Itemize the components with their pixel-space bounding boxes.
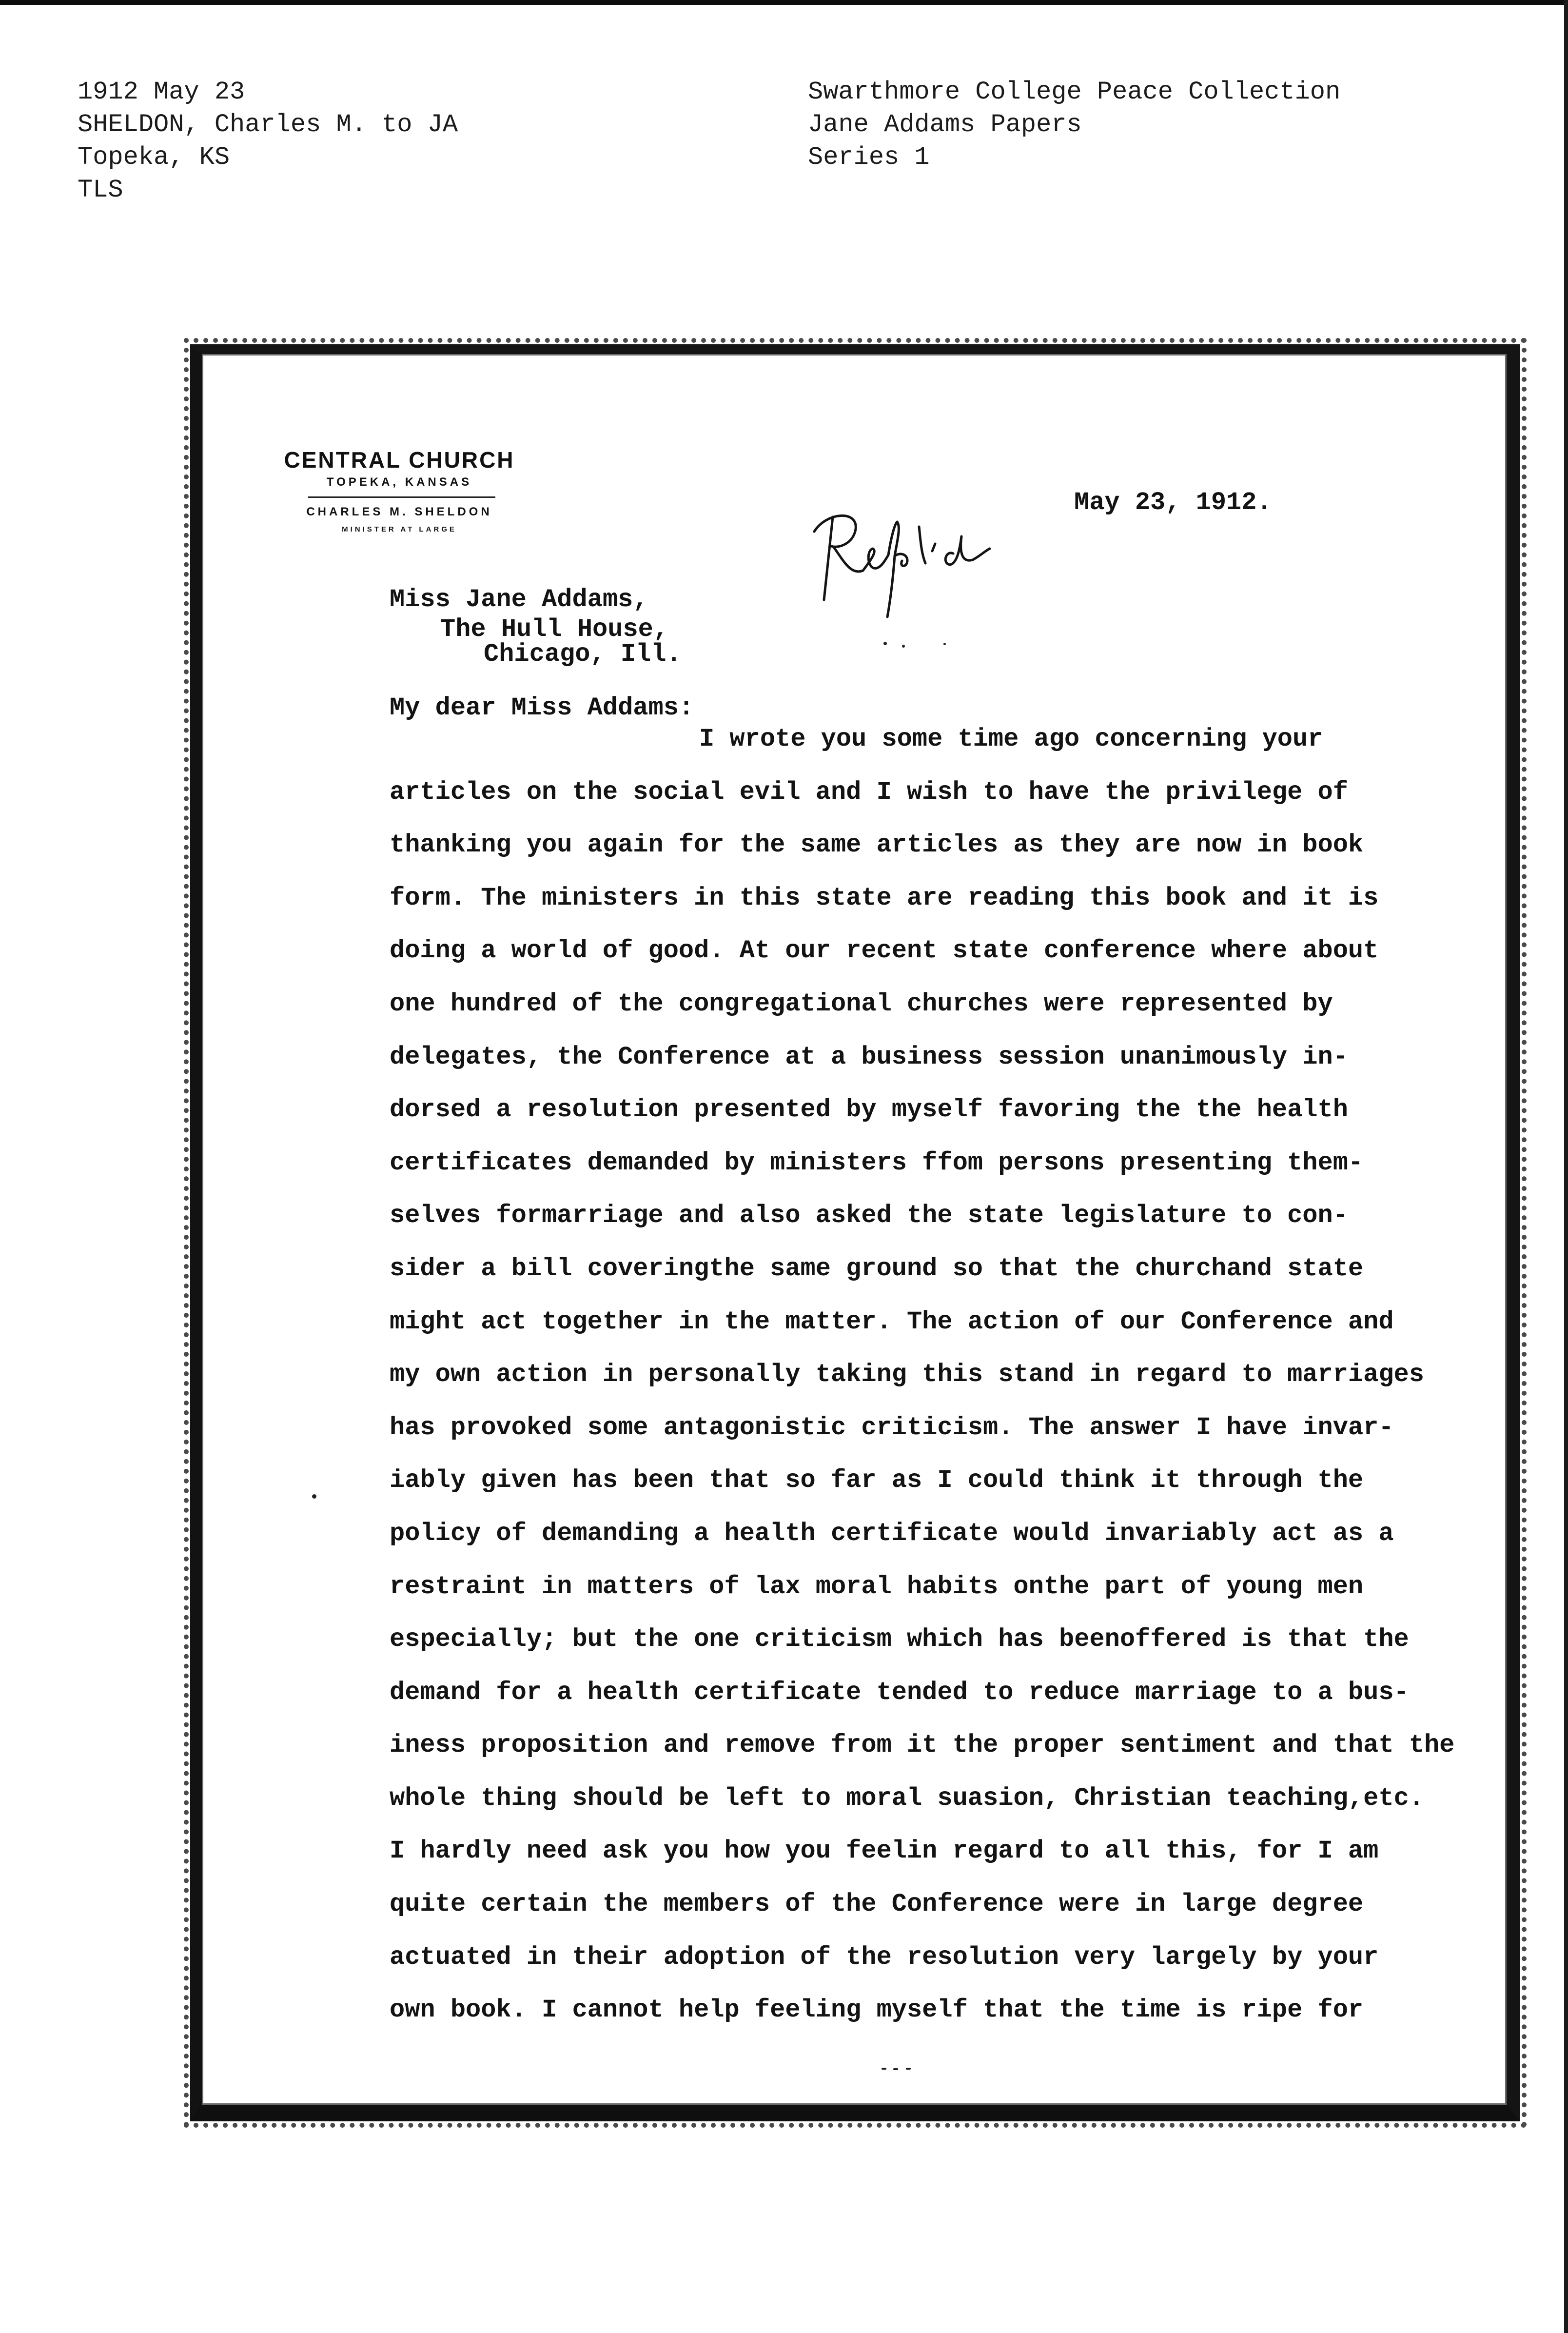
letterhead-city: TOPEKA, KANSAS — [326, 475, 472, 489]
recipient-institution: The Hull House, — [440, 615, 669, 644]
body-line: I hardly need ask you how you feelin regard to all this, for I am — [390, 1837, 1379, 1866]
body-line: own book. I cannot help feeling myself that the time is ripe for — [390, 1996, 1364, 2025]
scan-speck — [943, 643, 946, 645]
body-line: form. The ministers in this state are reading this book and it is — [390, 883, 1379, 912]
body-line: selves formarriage and also asked the state legislature to con- — [390, 1201, 1348, 1230]
body-line: dorsed a resolution presented by myself favoring the the health — [390, 1095, 1348, 1125]
body-line: actuated in their adoption of the resolution very largely by your — [390, 1942, 1379, 1972]
archive-citation — [78, 76, 458, 206]
archive-collection — [808, 76, 1340, 174]
letterhead-title: MINISTER AT LARGE — [342, 525, 457, 534]
citation-date: 1912 May 23 — [78, 78, 245, 106]
scan-top-edge — [0, 0, 1568, 5]
collection-name: Swarthmore College Peace Collection — [808, 78, 1341, 106]
handwritten-annotation — [804, 502, 1000, 629]
citation-correspondents: SHELDON, Charles M. to JA — [78, 110, 458, 139]
scan-right-edge — [1564, 0, 1568, 2333]
scan-speck — [893, 2068, 898, 2070]
body-line: might act together in the matter. The action of our Conference and — [390, 1307, 1394, 1336]
body-line: sider a bill coveringthe same ground so that the churchand state — [390, 1254, 1364, 1283]
body-line: policy of demanding a health certificate would invariably act as a — [390, 1519, 1394, 1548]
collection-series: Series 1 — [808, 143, 930, 172]
letterhead-rule — [308, 496, 495, 498]
body-line: has provoked some antagonistic criticism. The answer I have invar- — [390, 1413, 1394, 1442]
body-line: I wrote you some time ago concerning your — [699, 725, 1323, 753]
body-line: quite certain the members of the Conference were in large degree — [390, 1890, 1364, 1919]
body-line: doing a world of good. At our recent state conference where about — [390, 936, 1379, 966]
body-line: restraint in matters of lax moral habits onthe part of young men — [390, 1572, 1364, 1601]
body-line: my own action in personally taking this stand in regard to marriages — [390, 1360, 1424, 1389]
letterhead-church: CENTRAL CHURCH — [284, 447, 515, 473]
scan-speck — [883, 642, 887, 645]
citation-type: TLS — [78, 176, 123, 204]
recipient-name: Miss Jane Addams, — [390, 585, 648, 614]
recipient-city: Chicago, Ill. — [484, 640, 682, 669]
collection-papers: Jane Addams Papers — [808, 110, 1082, 139]
body-line: especially; but the one criticism which has beenoffered is that the — [390, 1625, 1409, 1654]
scan-speck — [906, 2068, 911, 2070]
body-line: delegates, the Conference at a business session unanimously in- — [390, 1042, 1348, 1071]
scan-speck — [902, 645, 905, 648]
body-line: iably given has been that so far as I could think it through the — [390, 1466, 1364, 1495]
letter-body — [390, 713, 1496, 2037]
citation-place: Topeka, KS — [78, 143, 230, 172]
body-line: demand for a health certificate tended to reduce marriage to a bus- — [390, 1678, 1409, 1707]
letterhead-minister: CHARLES M. SHELDON — [306, 505, 492, 518]
body-line: whole thing should be left to moral suasion, Christian teaching,etc. — [390, 1783, 1424, 1813]
body-line: articles on the social evil and I wish to have the privilege of — [390, 777, 1348, 807]
scan-speck — [882, 2068, 886, 2070]
scan-speck — [312, 1494, 316, 1499]
salutation: My dear Miss Addams: — [390, 693, 694, 722]
body-line: certificates demanded by ministers ffom persons presenting them- — [390, 1148, 1364, 1177]
body-line: one hundred of the congregational churches were represented by — [390, 989, 1333, 1018]
letter-date: May 23, 1912. — [1074, 488, 1272, 517]
body-line: thanking you again for the same articles as they are now in book — [390, 830, 1364, 860]
body-line: iness proposition and remove from it the proper sentiment and that the — [390, 1731, 1455, 1760]
